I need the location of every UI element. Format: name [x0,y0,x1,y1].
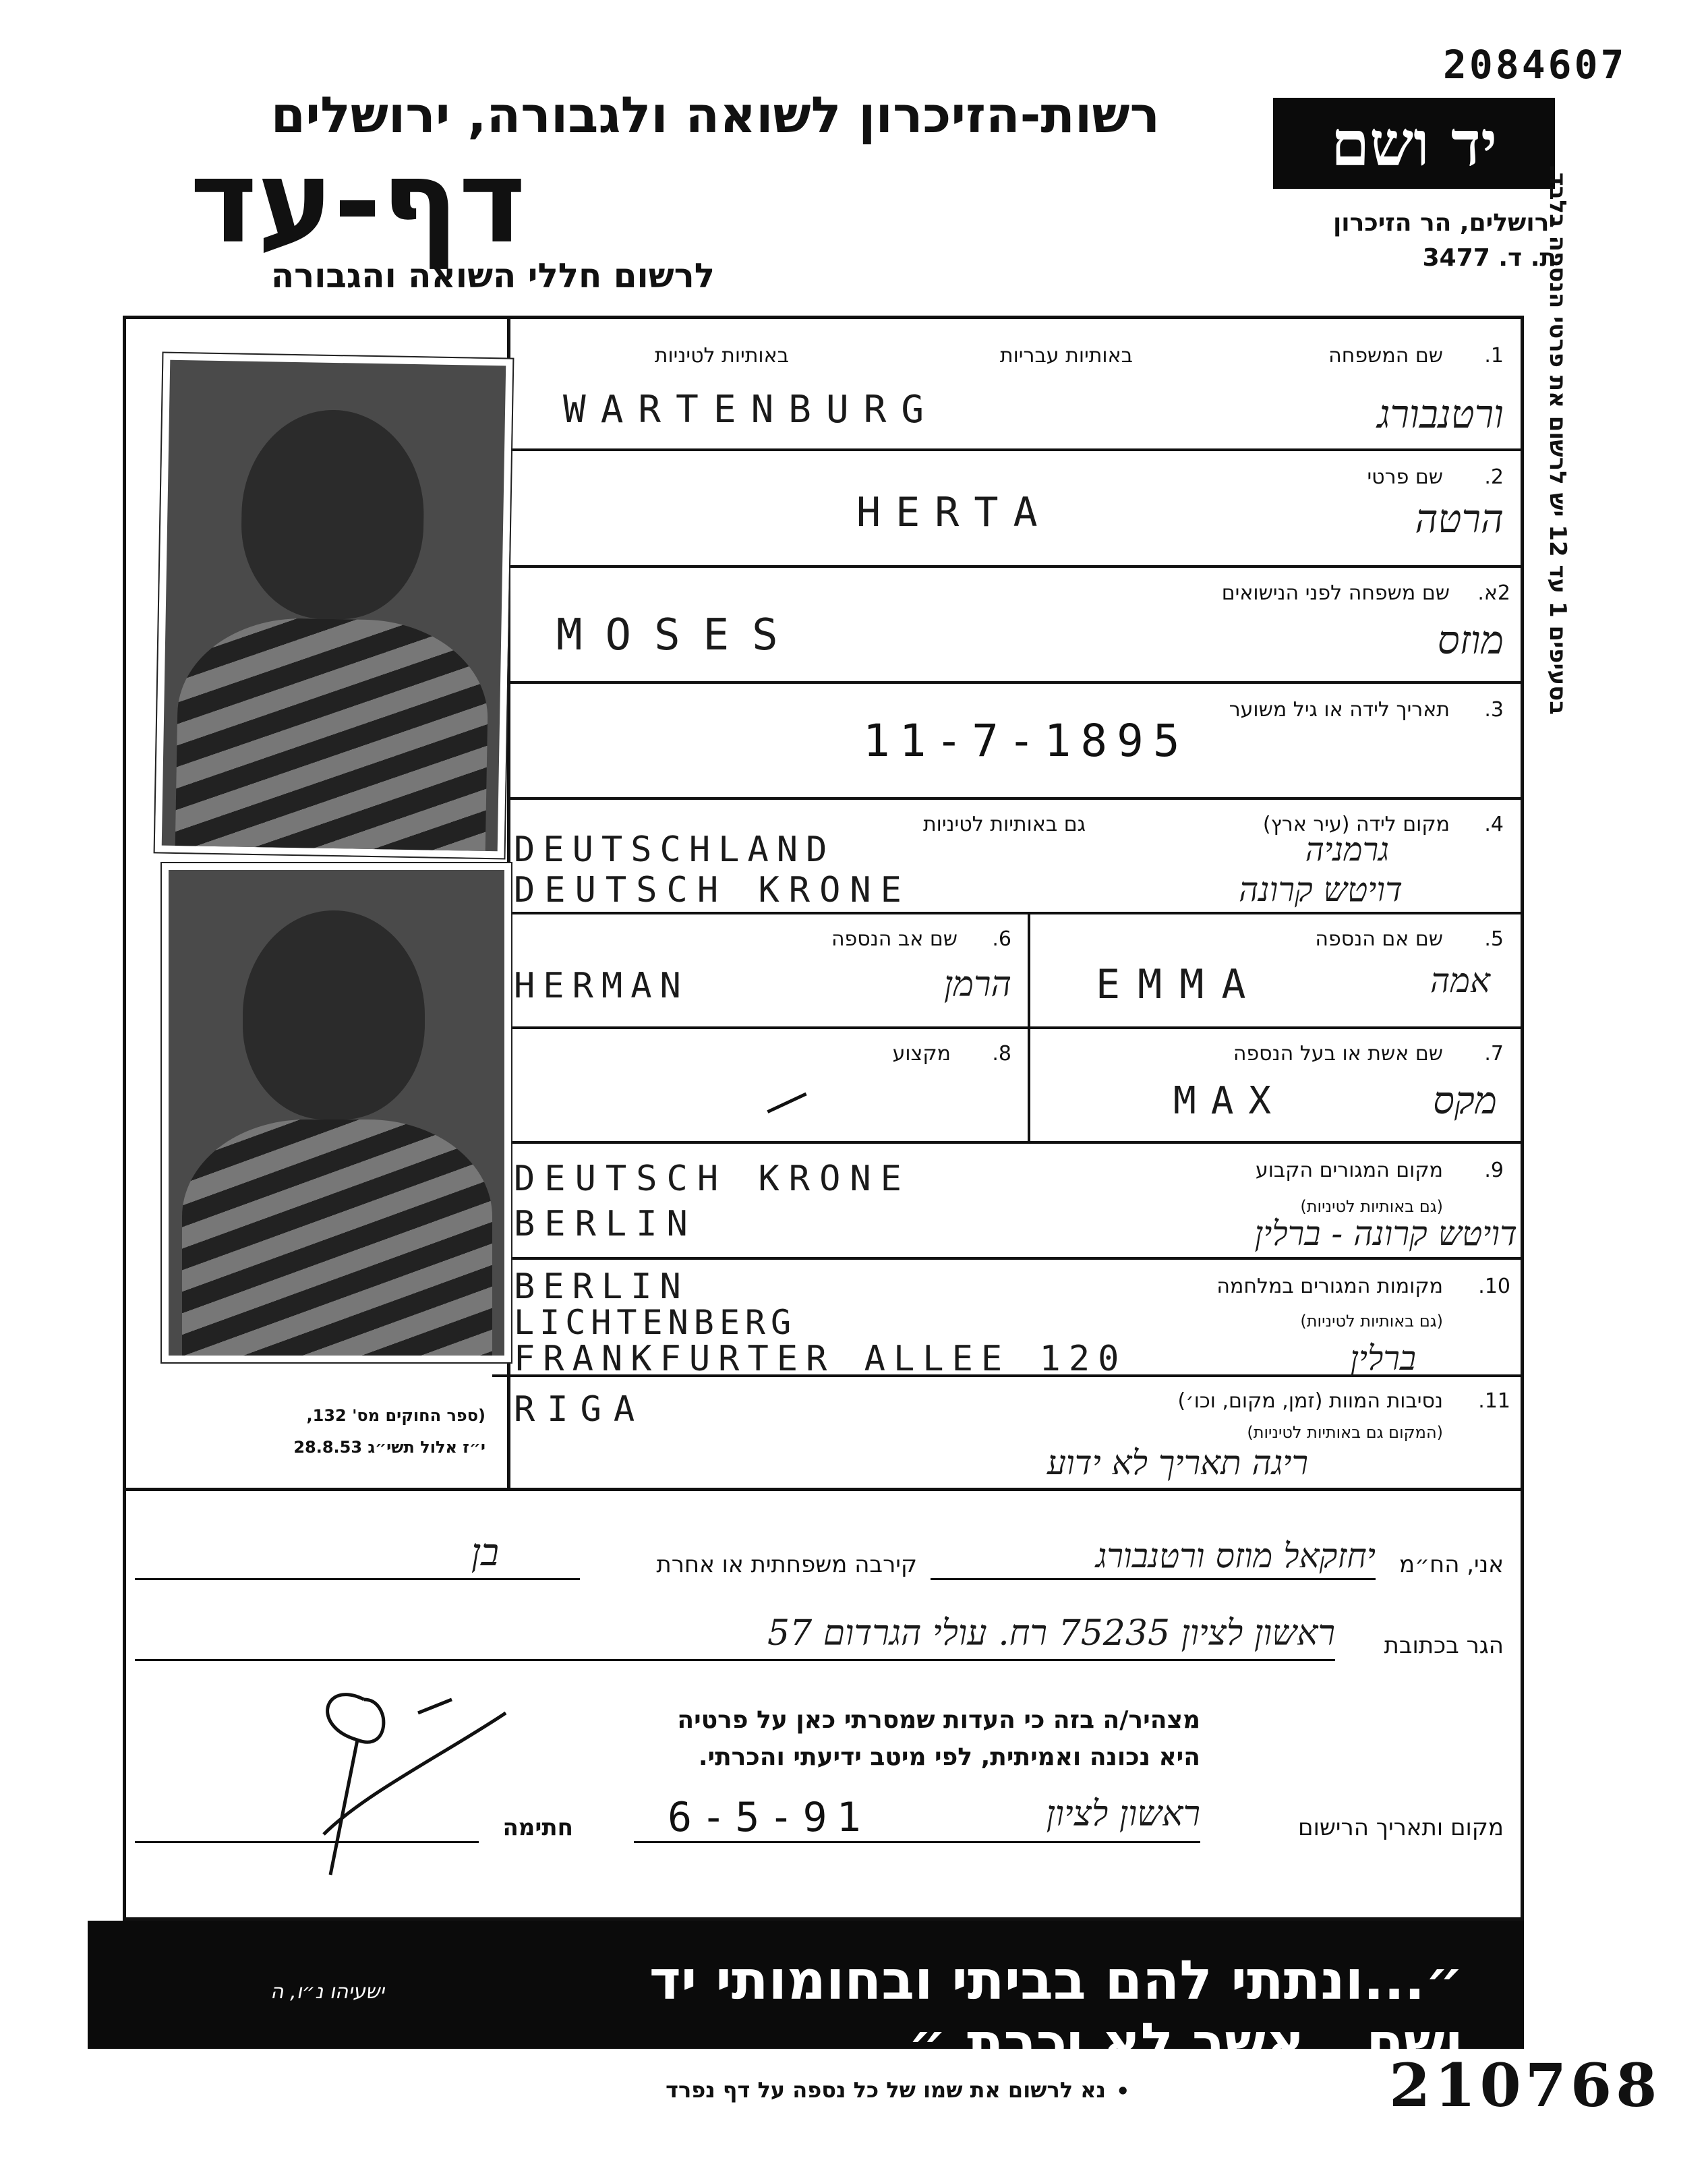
field-7-label: שם אשת או בעל הנספה [1233,1042,1443,1066]
row-divider [123,1488,1524,1491]
row-divider [507,912,1524,914]
date-value: 6-5-91 [668,1794,871,1841]
field-4-label: מקום לידה (עיר ארץ) [1262,813,1450,836]
row-divider [507,797,1524,800]
field-4-value-latin-1: DEUTSCHLAND [514,830,835,870]
field-10-label: מקומות המגורים במלחמה [1216,1275,1443,1298]
photo-law-reference: (ספר החוקים מס' 132, [306,1406,485,1425]
photo-portrait-shape [240,409,425,621]
declarant-label: אני, הח״מ [1399,1551,1504,1578]
field-3-label: תאריך לידה או גיל משוער [1229,698,1450,722]
field-5-label: שם אם הנספה [1315,927,1443,951]
sidebar-vertical-note: בסעיפים 1 עד 12 יש לרשום את פרטי הנספה בלבד. [1544,163,1571,715]
field-11-value-latin: RIGA [514,1389,647,1430]
signature-scribble [283,1673,539,1888]
address-line [135,1659,1335,1661]
field-1-number: 1. [1484,344,1504,368]
field-8-value: — [752,1065,819,1135]
row-divider [507,1257,1524,1260]
photo-date-reference: י״ז אלול תשי״ג 28.8.53 [293,1438,485,1457]
quote-banner [88,1921,1524,2074]
field-5-value-hebrew: אמה [1430,961,1490,1000]
footer-note: נא לרשום את שמו של כל נספה על דף נפרד [666,2077,1106,2103]
field-2a-label: שם משפחה לפני הנישואים [1221,581,1450,605]
signature-line [135,1841,479,1843]
field-6-label: שם אב הנספה [831,927,958,951]
relation-value: בן [471,1531,499,1575]
row-divider [507,1026,1524,1029]
page-title: דף-עד [189,136,526,269]
photo-body-shape [175,616,489,858]
declarant-name-line [931,1578,1376,1580]
row-divider [507,681,1524,684]
field-2-label: שם פרטי [1367,465,1443,489]
place-date-label: מקום ותאריך הרישום [1298,1814,1504,1841]
field-4-number: 4. [1484,813,1504,836]
address-label: הגר בכתובת [1384,1632,1504,1659]
field-1-hebrew-letters-label: באותיות עבריות [999,344,1133,368]
field-6-number: 6. [992,927,1011,951]
field-11-value-hebrew: ריגה תאריך לא ידוע [1047,1443,1308,1482]
field-7-value-hebrew: מקס [1432,1079,1497,1123]
row-divider [507,448,1524,451]
field-9-number: 9. [1484,1159,1504,1182]
field-5-number: 5. [1484,927,1504,951]
field-2-value-latin: HERTA [856,489,1053,536]
address-value: ראשון לציון 75235 רח. עולי הגרדום 57 [767,1613,1335,1654]
field-11-latin-label: (המקום גם באותיות לטיניות) [1247,1423,1443,1442]
victim-photo-1 [155,353,513,859]
photo-portrait-shape [243,910,425,1119]
address-line-1: ירושלים, הר הזיכרון [1332,209,1556,237]
field-8-label: מקצוע [892,1042,951,1066]
column-split [1028,912,1030,1141]
field-11-label: נסיבות המוות (זמן, מקום, וכו׳) [1177,1389,1443,1413]
photo-body-shape [182,1119,492,1362]
field-7-value-latin: MAX [1173,1079,1287,1123]
signature-stroke [324,1695,506,1875]
signature-label: חתימה [502,1814,573,1841]
row-divider [507,565,1524,568]
authority-title: רשות-הזיכרון לשואה ולגבורה, ירושלים [270,86,1160,144]
field-2-number: 2. [1484,465,1504,489]
field-4-value-latin-2: DEUTSCH KRONE [514,870,911,910]
field-10-latin-label: (גם באותיות לטיניות) [1300,1312,1443,1331]
field-1-label: שם המשפחה [1328,344,1443,368]
address-line-2: ת. ד. 3477 [1422,244,1556,272]
field-9-value-hebrew: דויטש קרונה - ברלין [1254,1214,1517,1253]
logo-text: יד ושם [1330,107,1498,180]
field-2a-value-hebrew: מוזס [1437,617,1504,663]
field-6-value-hebrew: הרמן [943,964,1011,1005]
statement-line-1: מצהיר/ה בזה כי העדות שמסרתי כאן על פרטיה [677,1706,1200,1734]
banner-quote: ״...ונתתי להם בביתי ובחומותי יד ושם...אשר לא יכרת.״ [649,1949,1463,2074]
declarant-name: יחזקאל מוזס ורטנבורג [1095,1536,1376,1575]
field-1-latin-letters-label: באותיות לטיניות [654,344,789,368]
document-number-bottom: 210768 [1389,2050,1661,2120]
victim-photo-2 [162,863,511,1362]
footer-bullet: • [1116,2078,1130,2104]
field-6-value-latin: HERMAN [514,966,689,1006]
field-1-value-hebrew: ורטנבורג [1377,391,1504,437]
row-divider [507,1141,1524,1144]
field-3-value: 11-7-1895 [863,715,1189,767]
field-2a-number: 2א. [1477,581,1510,605]
relation-label: קירבה משפחתית או אחרת [656,1551,917,1578]
field-4-value-hebrew-1: גרמניה [1305,831,1389,869]
relation-line [135,1578,580,1580]
field-10-value-latin-1: BERLIN [514,1267,689,1307]
document-number-top: 2084607 [1443,42,1627,88]
field-4-value-hebrew-2: דויטש קרונה [1239,870,1403,909]
field-3-number: 3. [1484,698,1504,722]
field-9-latin-label: (גם באותיות לטיניות) [1300,1197,1443,1216]
field-10-value-hebrew: ברלין [1350,1339,1416,1378]
page-subtitle: לרשום חללי השואה והגבורה [270,256,715,295]
field-2-value-hebrew: הרטה [1415,496,1504,542]
field-11-number: 11. [1478,1389,1510,1413]
field-9-value-latin-1: DEUTSCH KRONE [514,1159,911,1199]
field-10-value-latin-2: LICHTENBERG [514,1303,797,1342]
field-9-label: מקום המגורים הקבוע [1255,1159,1443,1182]
banner-source: ישעיהו נ״ו, ה [270,1980,384,2004]
place-value: ראשון לציון [1046,1794,1200,1834]
statement-line-2: היא נכונה ואמיתית, לפי מיטב ידיעתי והכרתי. [698,1743,1200,1771]
field-10-number: 10. [1478,1275,1510,1298]
place-date-line [634,1841,1200,1843]
field-9-value-latin-2: BERLIN [514,1204,697,1244]
field-4-latin-label: גם באותיות לטיניות [922,813,1086,836]
field-2a-value-latin: MOSES [556,610,801,660]
field-7-number: 7. [1484,1042,1504,1066]
yad-vashem-logo [1273,98,1555,189]
field-8-number: 8. [992,1042,1011,1066]
field-5-value-latin: EMMA [1096,961,1264,1008]
field-1-value-latin: WARTENBURG [563,388,939,432]
field-10-value-latin-3: FRANKFURTER ALLEE 120 [514,1339,1127,1379]
